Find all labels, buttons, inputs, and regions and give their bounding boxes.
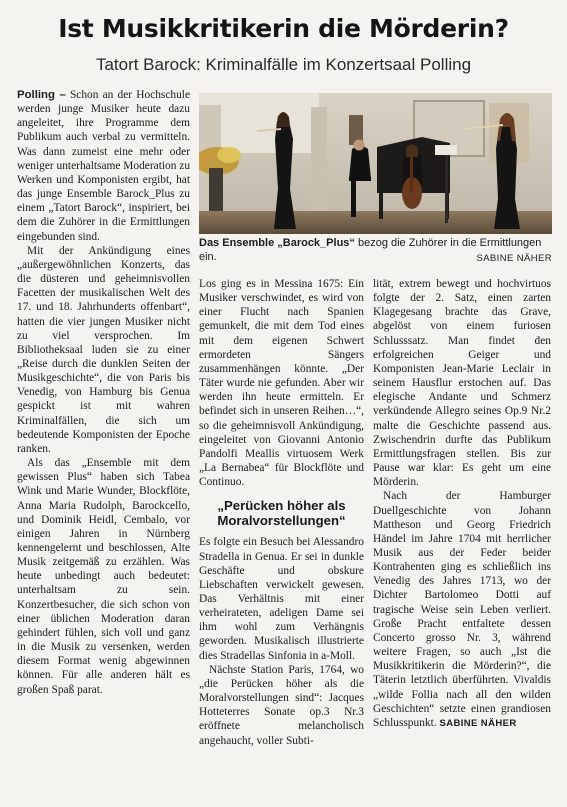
concert-photo <box>199 93 552 234</box>
article-column-2 <box>199 277 364 797</box>
ensemble-photo-image <box>199 93 552 234</box>
article-paragraph: Polling – Schon an der Hochschule werden junge Musiker heute dazu angeleitet, ihre Programme dem Publikum auch verbal zu vermitteln. Was dann zumeist eine mehr oder weniger unterhaltsame Moderation zu Werken und Komponisten ergibt, hat das junge Ensemble Barock_Plus zu einem „Tatort Barock“, inspiriert, bei dem die Zuhörer in die Ermittlungen eingebunden sind. <box>17 89 191 243</box>
article-column-3 <box>373 277 551 797</box>
article-paragraph: Nach der Hamburger Duellgeschichte von Johann Mattheson und Georg Friedrich Händel im Jahre 1704 mit herrlicher Musik aus der Feder beider Kontrahenten ging es schließlich ins Venedig des Jahres 1713, wo der Dichter Bartolomeo Dotti auf tragische Weise sein Leben verliert. Große Pracht entfaltete dessen Concerto grosso Nr. 3, während weitere Fragen, so auch „Ist die Musikkritikerin die Mörderin?“, die Täterin letztlich überführten. Vivaldis „wilde Follia nach all den wilden Geschichten“ setzte einen grandiosen Schlusspunkt. SABINE NÄHER <box>373 490 551 729</box>
article-paragraph: Nächste Station Paris, 1764, wo „die Perücken höher als die Moralvorstellungen sind“: Jacques Hotteterres Sonate op.3 Nr.3 eröffnete melancholisch angehaucht, voller Subti- <box>199 663 364 747</box>
article-column-1 <box>17 88 190 788</box>
subheadline: Tatort Barock: Kriminalfälle im Konzertsaal Polling <box>95 55 472 74</box>
article-paragraph: lität, extrem bewegt und hochvirtuos folgte der 2. Satz, einen zarten Klagegesang brachte das Grave, abgelöst von einem furiosen Schlusssatz. Man findet den erfolgreichen Geiger und Komponisten Jean-Marie Leclair in seinem Hausflur erstochen auf. Das elegische Andante und Schmerz verkündende Allegro seines Op.9 Nr.2 malte die Geschichte passend aus. Zwischendrin durfte das Publikum Ermittlungsfragen stellen. Bis zur Pause war klar: Es geht um eine Mörderin. <box>373 278 551 489</box>
byline: SABINE NÄHER <box>439 717 517 729</box>
article-paragraph: Los ging es in Messina 1675: Ein Musiker verschwindet, es wird von einer Flucht nach Spanien gemunkelt, die mit dem Tod eines mit dem eigenen Schwert ermordeten Sängers zusammenhängen könnte. „Der Täter wurde nie gefunden. Aber wir werden ihn heute ermitteln. Er befindet sich in unseren Reihen…“, so die geheimnisvoll Ankündigung, eingeleitet von Giovanni Antonio Pandolfi Meallis virtuosem Werk „La Bernabea“ für Blockflöte und Continuo. <box>199 278 364 489</box>
caption-text: bezog die Zuhörer in die Ermittlungen ein. <box>199 237 542 263</box>
article-paragraph: Mit der Ankündigung eines „außergewöhnlichen Konzerts, das die düsteren und geheimnisvollen Facetten der musikalischen Welt des 17. und 18. Jahrhunderts offenbart“, hatten die vier jungen Musiker nicht zu viel versprochen. Im Bibliotheksaal luden sie zu einer „Reise durch die dunklen Seiten der Musikgeschichte“, die von Paris bis Venedig, von Hamburg bis Genua gespickt ist mit wahren Kriminalfällen, die sich um bedeutende Komponisten der Epoche ranken. <box>17 244 190 455</box>
photo-caption <box>199 237 552 265</box>
headline: Ist Musikkritikerin die Mörderin? <box>58 14 509 43</box>
dateline: Polling – <box>17 89 66 101</box>
article-paragraph: Als das „Ensemble mit dem gewissen Plus“ haben sich Tabea Wink und Marie Wunder, Blockflöte, Anna Maria Rudolph, Barockcello, und Dominik Heidl, Cembalo, vor einigen Jahren in Nürnberg kennengelernt und beschlossen, Alte Musik zeitgemäß zu erzählen. Was heute unbedingt auch bedeutet: unterhaltsam zu sein. Konzertbesucher, die sich schon von einer üblichen Moderation daran gehindert fühlen, sich voll und ganz in die Musik zu versenken, werden diesem Format wenig abgewinnen können. Für alle anderen hält es großen Spaß parat. <box>17 457 190 696</box>
subheading: „Perücken höher als Moralvorstellungen“ <box>217 498 346 529</box>
caption-lead: Das Ensemble „Barock_Plus“ <box>199 237 355 249</box>
photo-credit: SABINE NÄHER <box>476 252 552 264</box>
article-paragraph: Es folgte ein Besuch bei Alessandro Stradella in Genua. Er sei in dunkle Geschäfte und obskure Liebschaften verwickelt gewesen. Das Verhältnis mit einer verheirateten, adeligen Dame sei ihm wohl zum Verhängnis geworden. Musikalisch illustrierte dies Stradellas Sinfonia in a-Moll. <box>199 536 364 662</box>
